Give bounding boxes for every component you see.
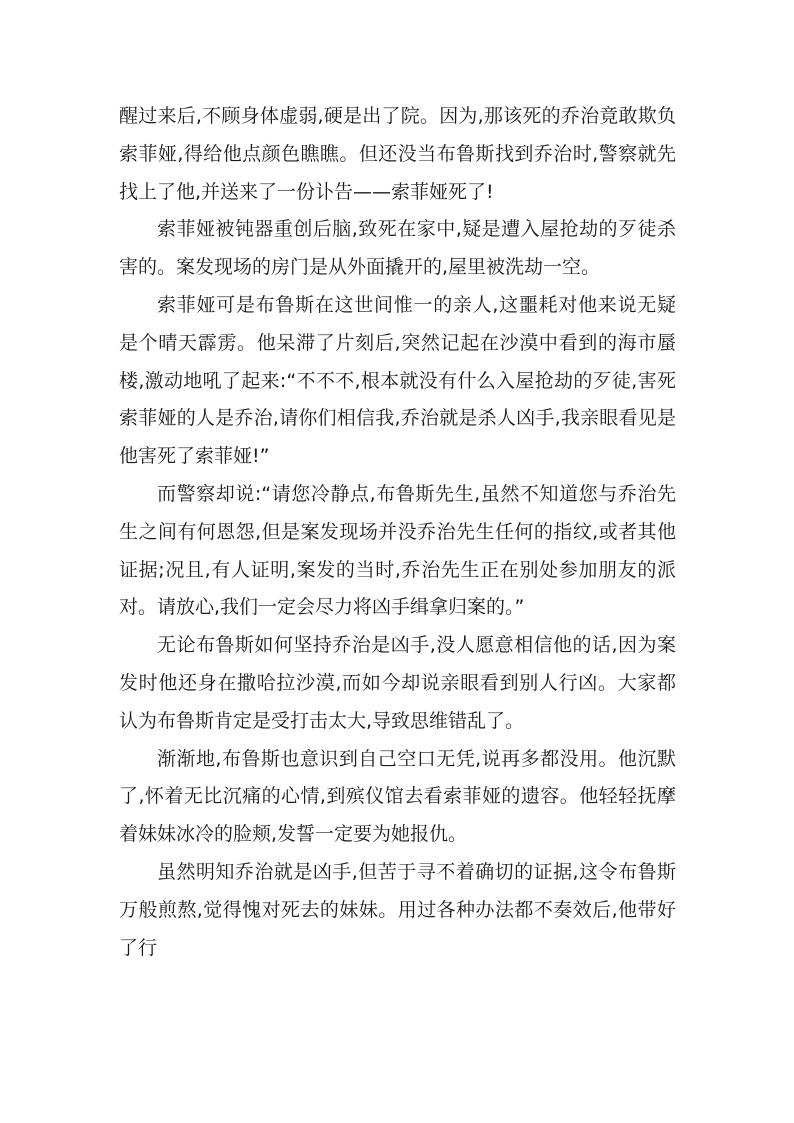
document-page bbox=[119, 98, 676, 967]
paragraph-1: 醒过来后,不顾身体虚弱,硬是出了院。因为,那该死的乔治竟敢欺负索菲娅,得给他点颜色瞧瞧。但还没当布鲁斯找到乔治时,警察就先找上了他,并送来了一份讣告——索菲娅死了! bbox=[119, 105, 676, 203]
paragraph-5: 无论布鲁斯如何坚持乔治是凶手,没人愿意相信他的话,因为案发时他还身在撒哈拉沙漠,而如今却说亲眼看到别人行凶。大家都认为布鲁斯肯定是受打击太大,导致思维错乱了。 bbox=[119, 634, 676, 732]
paragraph-7: 虽然明知乔治就是凶手,但苦于寻不着确切的证据,这令布鲁斯万般煎熬,觉得愧对死去的妹妹。用过各种办法都不奏效后,他带好了行 bbox=[119, 860, 676, 959]
paragraph-3: 索菲娅可是布鲁斯在这世间惟一的亲人,这噩耗对他来说无疑是个晴天霹雳。他呆滞了片刻后,突然记起在沙漠中看到的海市蜃楼,激动地吼了起来:“不不不,根本就没有什么入屋抢劫的歹徒,害死索菲娅的人是乔治,请你们相信我,乔治就是杀人凶手,我亲眼看见是他害死了索菲娅!” bbox=[119, 293, 676, 468]
paragraph-2: 索菲娅被钝器重创后脑,致死在家中,疑是遭入屋抢劫的歹徒杀害的。案发现场的房门是从外面撬开的,屋里被洗劫一空。 bbox=[119, 218, 676, 279]
paragraph-6: 渐渐地,布鲁斯也意识到自己空口无凭,说再多都没用。他沉默了,怀着无比沉痛的心情,到殡仪馆去看索菲娅的遗容。他轻轻抚摩着妹妹冰冷的脸颊,发誓一定要为她报仇。 bbox=[119, 747, 676, 846]
paragraph-4: 而警察却说:“请您冷静点,布鲁斯先生,虽然不知道您与乔治先生之间有何恩怨,但是案发现场并没乔治先生任何的指纹,或者其他证据;况且,有人证明,案发的当时,乔治先生正在别处参加朋友的派对。请放心,我们一定会尽力将凶手缉拿归案的。” bbox=[119, 482, 676, 619]
